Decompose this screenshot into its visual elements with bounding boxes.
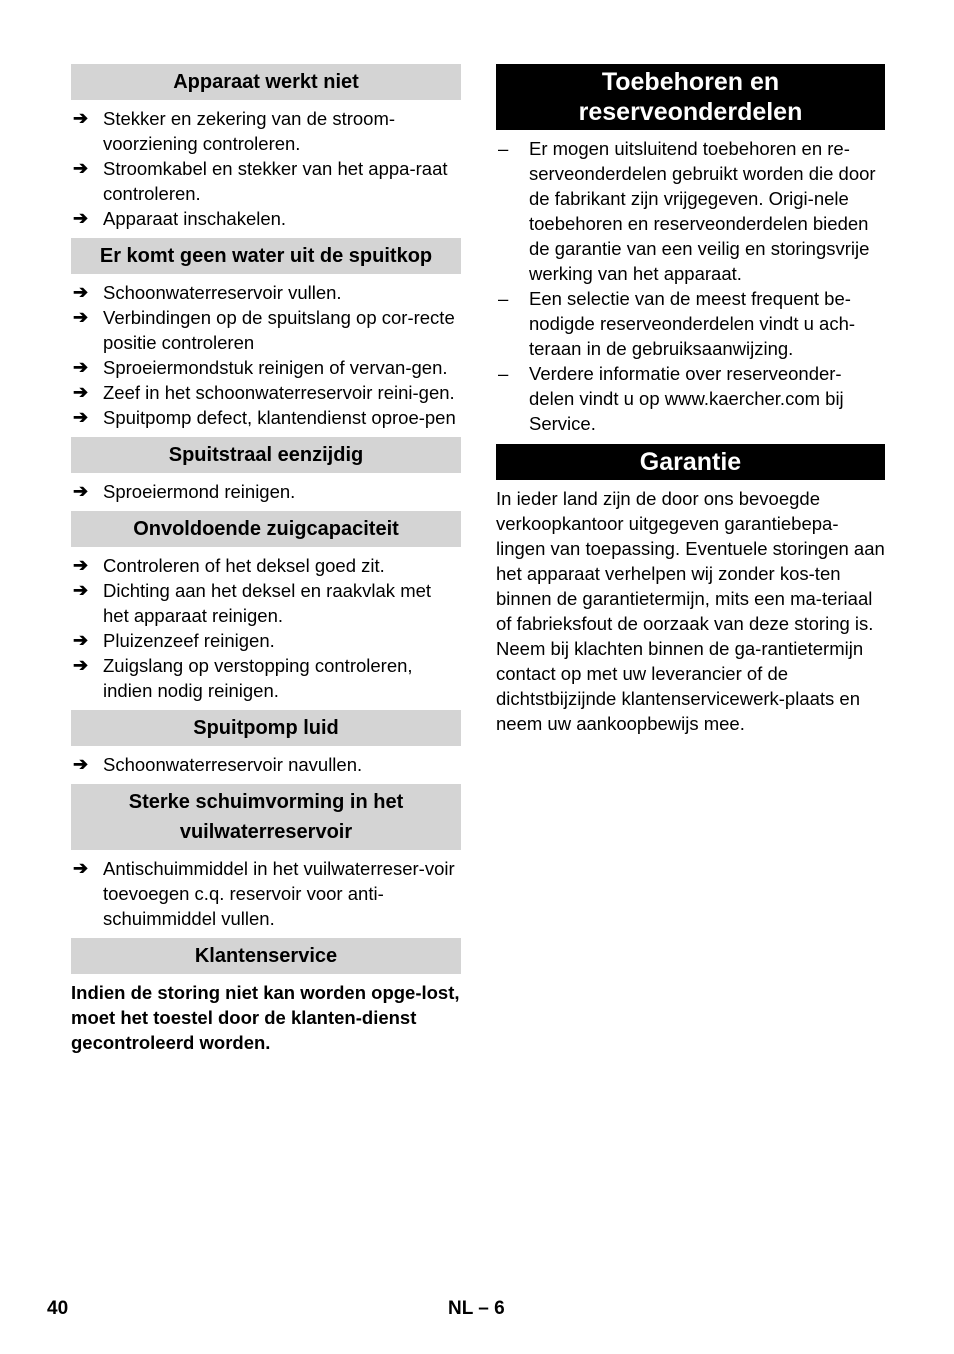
section-heading: Er komt geen water uit de spuitkop — [71, 238, 461, 274]
list-item-text: Zeef in het schoonwaterreservoir reini-gen. — [103, 382, 455, 403]
section-heading: Spuitpomp luid — [71, 710, 461, 746]
arrow-right-icon: ➔ — [73, 108, 89, 128]
list-item — [71, 628, 461, 653]
accessories-list — [496, 136, 885, 436]
arrow-right-icon: ➔ — [73, 282, 89, 302]
arrow-right-icon: ➔ — [73, 630, 89, 650]
arrow-right-icon: ➔ — [73, 158, 89, 178]
instruction-list — [71, 752, 461, 777]
arrow-right-icon: ➔ — [73, 481, 89, 501]
list-item — [71, 280, 461, 305]
arrow-right-icon: ➔ — [73, 555, 89, 575]
instruction-list — [71, 479, 461, 504]
arrow-right-icon: ➔ — [73, 307, 89, 327]
section-heading: Spuitstraal eenzijdig — [71, 437, 461, 473]
list-item-text: Pluizenzeef reinigen. — [103, 630, 275, 651]
list-item-text: Spuitpomp defect, klantendienst oproe-pen — [103, 407, 456, 428]
list-item — [71, 355, 461, 380]
arrow-right-icon: ➔ — [73, 407, 89, 427]
language-page-label: NL – 6 — [448, 1298, 505, 1319]
list-item — [71, 380, 461, 405]
arrow-right-icon: ➔ — [73, 208, 89, 228]
list-item-text: Apparaat inschakelen. — [103, 208, 287, 229]
list-item — [71, 856, 461, 931]
arrow-right-icon: ➔ — [73, 382, 89, 402]
left-column — [71, 64, 461, 1055]
list-item-text: Dichting aan het deksel en raakvlak met het apparaat reinigen. — [103, 580, 432, 626]
instruction-list — [71, 553, 461, 703]
arrow-right-icon: ➔ — [73, 655, 89, 675]
section-heading: Klantenservice — [71, 938, 461, 974]
dash-bullet: – — [498, 288, 509, 309]
list-item-text: Stekker en zekering van de stroom-voorziening controleren. — [103, 108, 396, 154]
list-item-text: Antischuimmiddel in het vuilwaterreser-voir toevoegen c.q. reservoir voor anti-schuimmiddel vullen. — [103, 858, 455, 929]
list-item-text: Een selectie van de meest frequent be-nodigde reserveonderdelen vindt u ach-teraan in de gebruiksaanwijzing. — [529, 288, 856, 359]
warranty-heading: Garantie — [496, 444, 885, 480]
instruction-list — [71, 856, 461, 931]
list-item-text: Sproeiermondstuk reinigen of vervan-gen. — [103, 357, 448, 378]
arrow-right-icon: ➔ — [73, 580, 89, 600]
list-item-text: Stroomkabel en stekker van het appa-raat controleren. — [103, 158, 448, 204]
page-number: 40 — [47, 1298, 69, 1319]
section-heading: Sterke schuimvorming in het vuilwaterreservoir — [71, 784, 461, 850]
list-item — [71, 479, 461, 504]
list-item-text: Er mogen uitsluitend toebehoren en re-serveonderdelen gebruikt worden die door de fabrikant zijn vrijgegeven. Origi-nele toebehoren en reserveonderdelen bieden de garantie van een veilig en storingsvrije werking van het apparaat. — [529, 138, 876, 284]
section-heading: Apparaat werkt niet — [71, 64, 461, 100]
list-item-text: Schoonwaterreservoir vullen. — [103, 282, 342, 303]
list-item — [496, 361, 885, 436]
list-item — [71, 752, 461, 777]
list-item — [71, 156, 461, 206]
right-column — [496, 64, 885, 736]
service-text: Indien de storing niet kan worden opge-lost, moet het toestel door de klanten-dienst gecontroleerd worden. — [71, 982, 460, 1053]
list-item-text: Schoonwaterreservoir navullen. — [103, 754, 363, 775]
list-item — [71, 653, 461, 703]
list-item — [496, 286, 885, 361]
dash-bullet: – — [498, 138, 509, 159]
list-item-text: Controleren of het deksel goed zit. — [103, 555, 385, 576]
instruction-list — [71, 106, 461, 231]
list-item — [71, 405, 461, 430]
arrow-right-icon: ➔ — [73, 357, 89, 377]
list-item — [496, 136, 885, 286]
list-item-text: Verbindingen op de spuitslang op cor-recte positie controleren — [103, 307, 455, 353]
list-item — [71, 206, 461, 231]
dash-bullet: – — [498, 363, 509, 384]
instruction-list — [71, 280, 461, 430]
list-item — [71, 553, 461, 578]
accessories-heading: Toebehoren en reserveonderdelen — [496, 64, 885, 130]
list-item-text: Verdere informatie over reserveonder-delen vindt u op www.kaercher.com bij Service. — [529, 363, 844, 434]
list-item — [71, 578, 461, 628]
section-heading: Onvoldoende zuigcapaciteit — [71, 511, 461, 547]
arrow-right-icon: ➔ — [73, 754, 89, 774]
arrow-right-icon: ➔ — [73, 858, 89, 878]
list-item — [71, 106, 461, 156]
list-item-text: Zuigslang op verstopping controleren, indien nodig reinigen. — [103, 655, 413, 701]
warranty-text: In ieder land zijn de door ons bevoegde verkoopkantoor uitgegeven garantiebepa-lingen van toepassing. Eventuele storingen aan het apparaat verhelpen wij zonder kos-ten binnen de garantietermijn, mits een ma-teriaal of fabrieksfout de oorzaak van deze storing is. Neem bij klachten binnen de ga-rantietermijn contact op met uw leverancier of de dichtstbijzijnde klantenservicewerk-plaats en neem uw aankoopbewijs mee. — [496, 488, 885, 734]
list-item-text: Sproeiermond reinigen. — [103, 481, 296, 502]
list-item — [71, 305, 461, 355]
